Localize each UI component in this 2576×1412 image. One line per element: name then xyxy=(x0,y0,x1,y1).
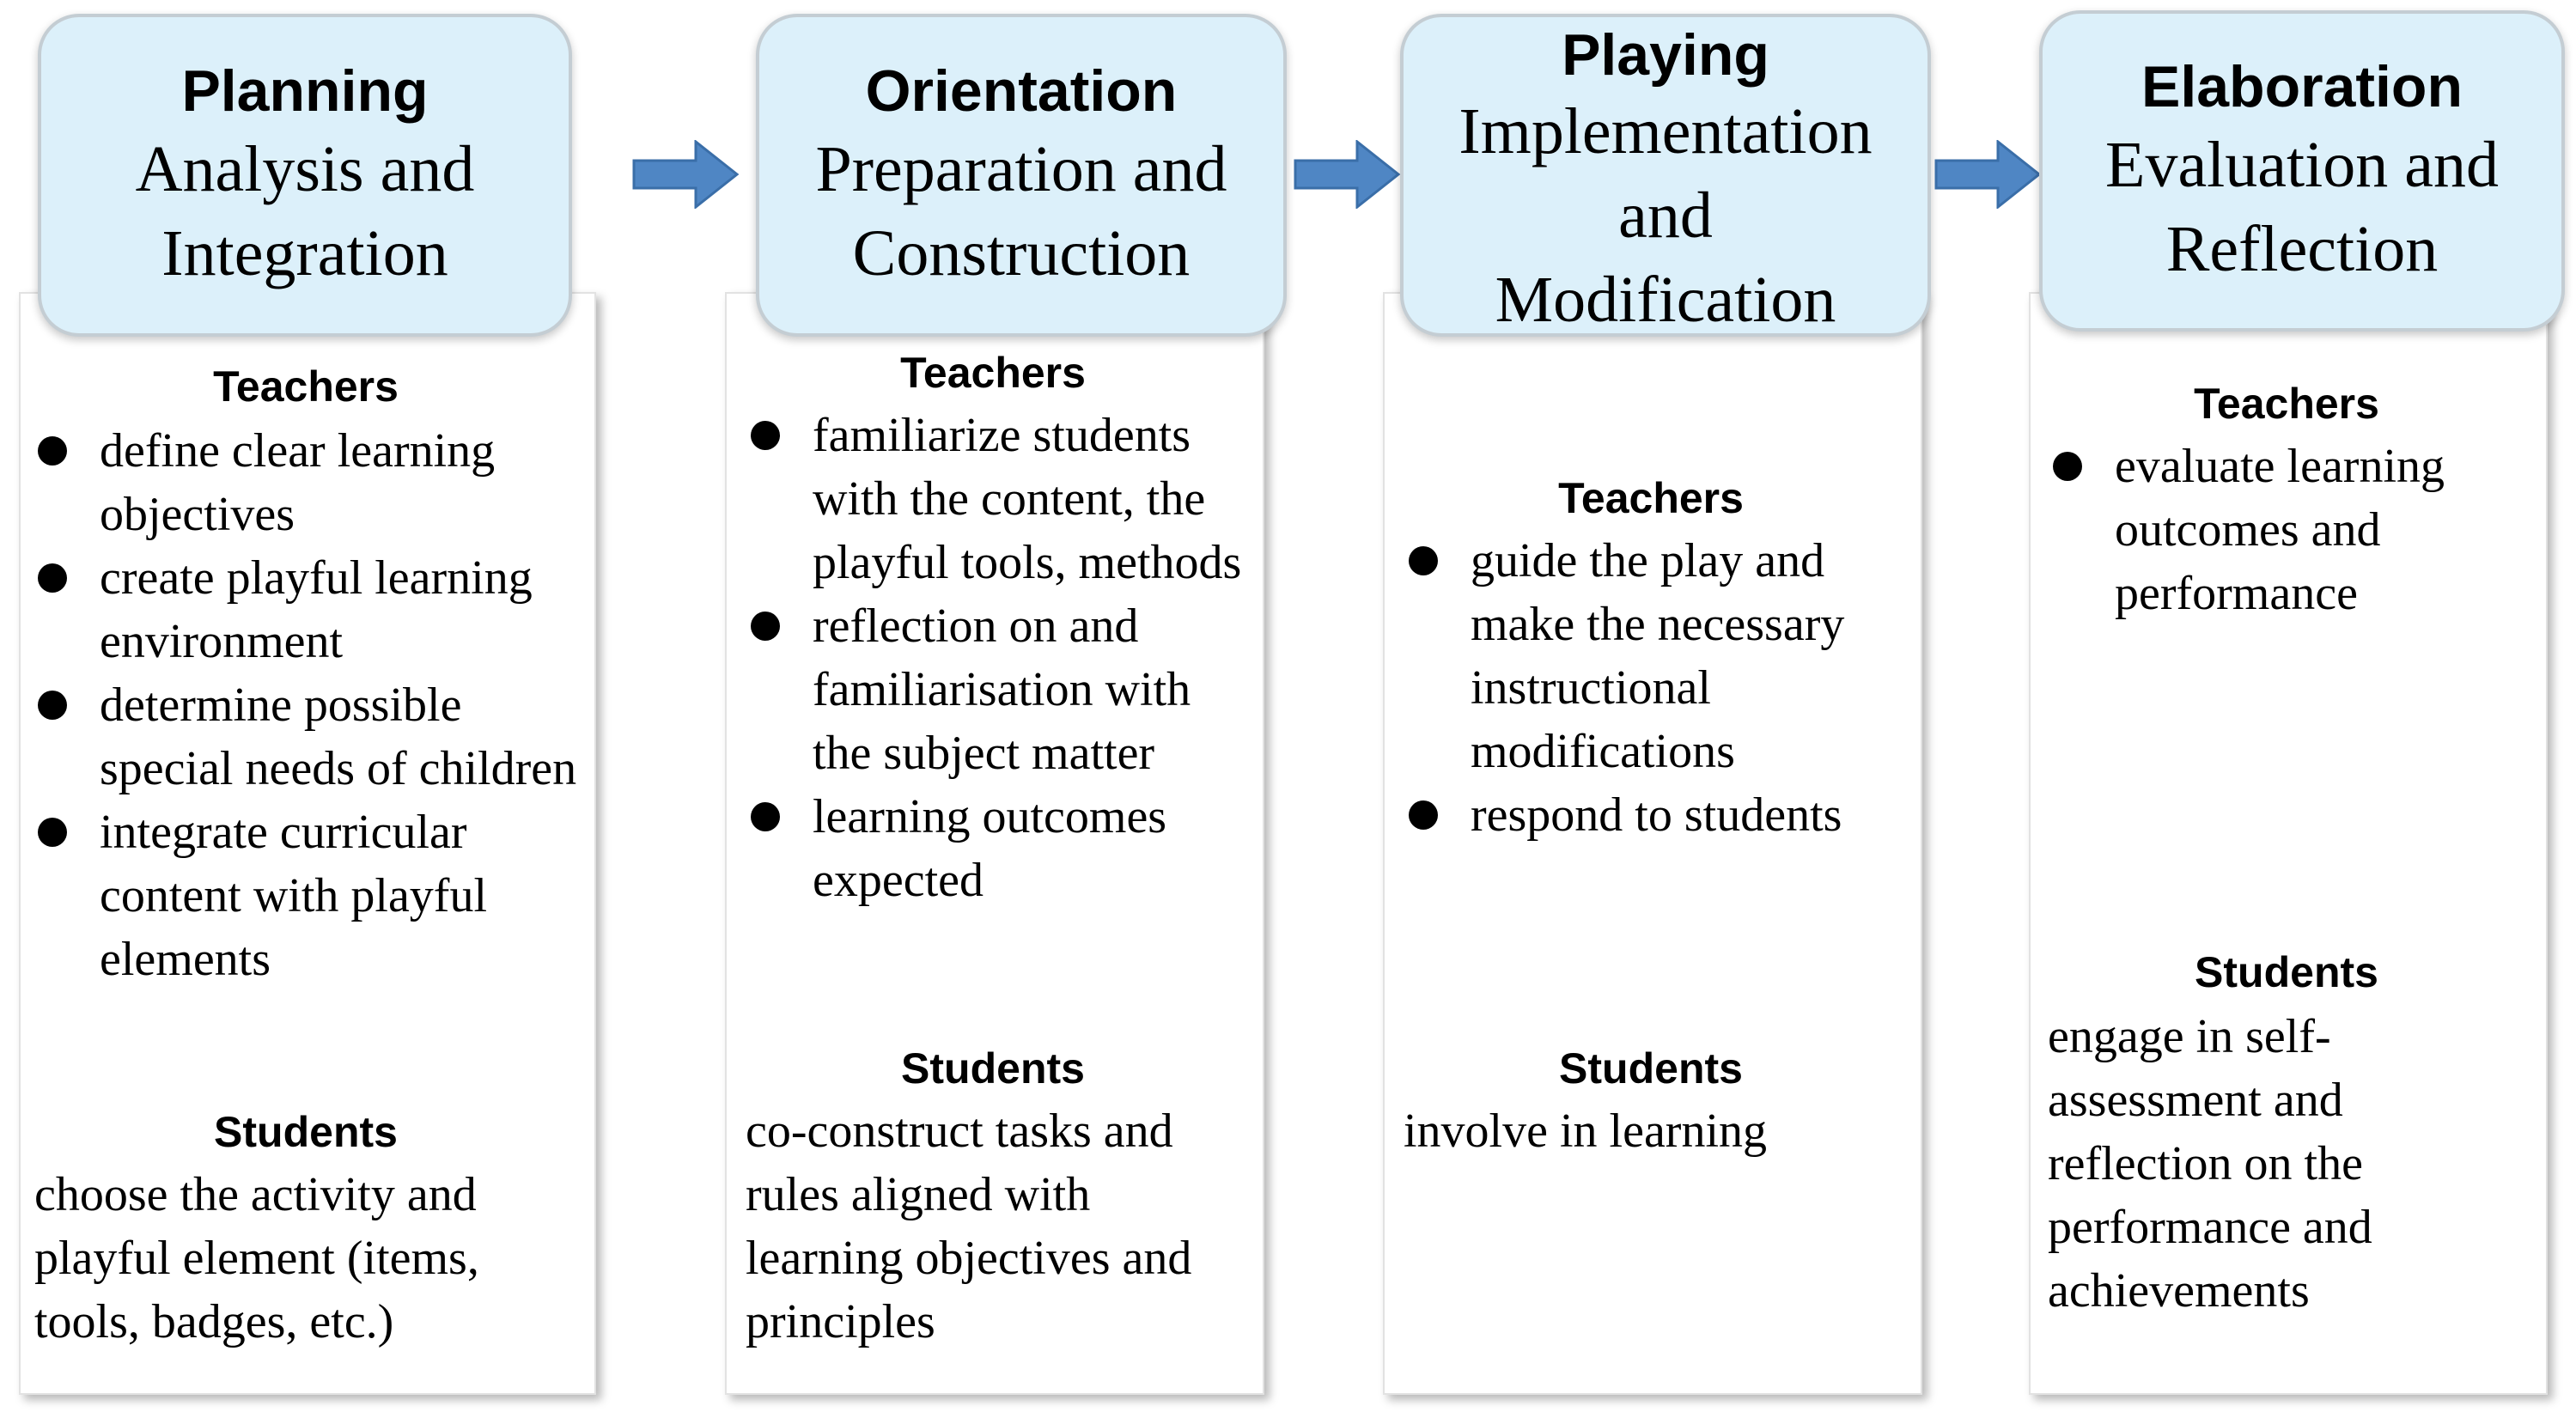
list-item: define clear learning objectives xyxy=(36,419,577,546)
right-arrow-icon xyxy=(632,140,740,209)
list-item: familiarize students with the content, the playful tools, methods xyxy=(749,404,1247,594)
students-text: choose the activity and playful element (items, tools, badges, etc.) xyxy=(34,1168,479,1348)
stage-subtitle: Analysis and Integration xyxy=(135,133,475,289)
list-item: integrate curricular content with playful elements xyxy=(36,800,577,991)
list-item: respond to students xyxy=(1407,783,1914,847)
bullet-icon xyxy=(751,802,780,831)
bullet-icon xyxy=(1409,800,1438,830)
stage-title: Elaboration xyxy=(2141,54,2463,119)
right-arrow-icon xyxy=(1934,140,2043,209)
teachers-heading: Teachers xyxy=(213,362,399,411)
students-heading: Students xyxy=(1559,1044,1743,1092)
teachers-heading: Teachers xyxy=(1558,474,1744,522)
stage-subtitle: Evaluation and Reflection xyxy=(2105,129,2499,285)
students-text: involve in learning xyxy=(1404,1105,1768,1158)
teachers-list xyxy=(36,419,577,991)
stage-subtitle: Preparation and Construction xyxy=(815,133,1227,289)
stage-title: Planning xyxy=(181,58,429,124)
students-heading: Students xyxy=(2195,948,2378,996)
students-text: co-construct tasks and rules aligned with learning objectives and principles xyxy=(746,1105,1192,1348)
stage-title: Playing xyxy=(1562,22,1769,88)
bullet-icon xyxy=(1409,546,1438,575)
list-item: evaluate learning outcomes and performance xyxy=(2051,435,2532,625)
students-heading: Students xyxy=(901,1044,1085,1092)
list-item: learning outcomes expected xyxy=(749,785,1247,912)
bullet-icon xyxy=(38,818,67,847)
teachers-list xyxy=(1407,529,1914,847)
students-text: engage in self-assessment and reflection on the performance and achievements xyxy=(2048,1010,2372,1318)
stage-subtitle: Implementation and Modification xyxy=(1459,95,1873,336)
teachers-list xyxy=(749,404,1247,912)
stage-title: Orientation xyxy=(865,58,1178,124)
stage-header xyxy=(1400,14,1931,337)
list-item: reflection on and familiarisation with the subject matter xyxy=(749,594,1247,785)
stage-header xyxy=(756,14,1287,337)
teachers-heading: Teachers xyxy=(2194,380,2379,428)
bullet-icon xyxy=(38,436,67,466)
list-item: create playful learning environment xyxy=(36,546,577,673)
bullet-icon xyxy=(38,563,67,593)
list-item: guide the play and make the necessary instructional modifications xyxy=(1407,529,1914,783)
bullet-icon xyxy=(38,691,67,720)
teachers-heading: Teachers xyxy=(900,349,1086,397)
bullet-icon xyxy=(751,421,780,450)
students-heading: Students xyxy=(214,1108,398,1156)
right-arrow-icon xyxy=(1294,140,1402,209)
list-item: determine possible special needs of children xyxy=(36,673,577,800)
bullet-icon xyxy=(2053,452,2082,481)
bullet-icon xyxy=(751,612,780,641)
teachers-list xyxy=(2051,435,2532,625)
stage-header xyxy=(2039,10,2565,332)
stage-header xyxy=(38,14,572,337)
